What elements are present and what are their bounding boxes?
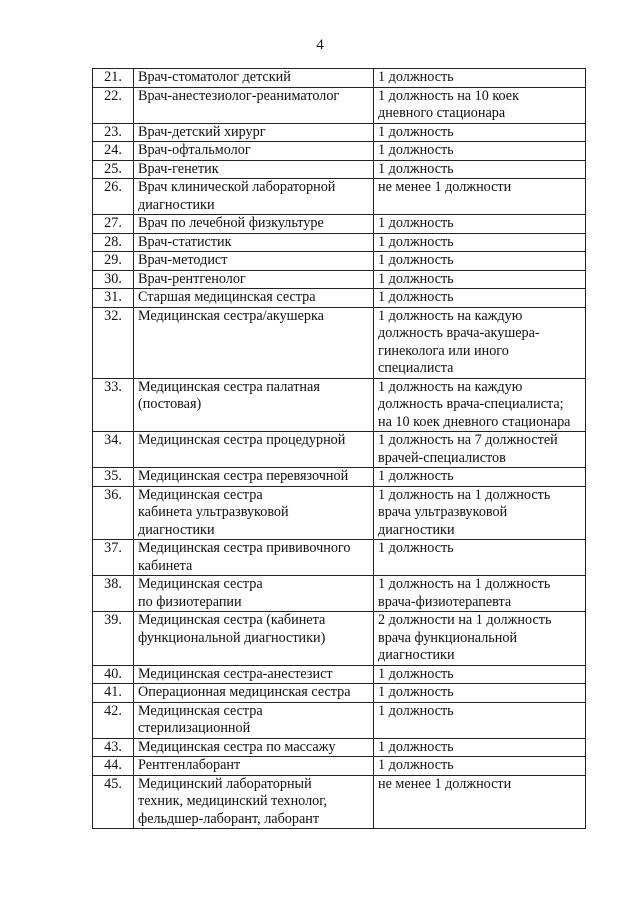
row-number-cell: 45.	[93, 775, 134, 829]
quantity-cell: 1 должность	[374, 215, 586, 234]
table-row	[93, 307, 586, 378]
table-row	[93, 540, 586, 576]
row-number-cell: 28.	[93, 233, 134, 252]
position-cell: Врач-статистик	[134, 233, 374, 252]
row-number-cell: 43.	[93, 738, 134, 757]
quantity-cell: 1 должность на 1 должность врача-физиотерапевта	[374, 576, 586, 612]
quantity-cell: 1 должность	[374, 757, 586, 776]
row-number-cell: 36.	[93, 486, 134, 540]
table-row	[93, 270, 586, 289]
staffing-table-body	[93, 69, 586, 829]
position-cell: Медицинская сестра/акушерка	[134, 307, 374, 378]
staffing-table	[92, 68, 586, 829]
table-row	[93, 252, 586, 271]
position-cell: Медицинская сестра по физиотерапии	[134, 576, 374, 612]
row-number-cell: 39.	[93, 612, 134, 666]
position-cell: Медицинская сестра стерилизационной	[134, 702, 374, 738]
table-row	[93, 160, 586, 179]
quantity-cell: 1 должность на каждую должность врача-специалиста; на 10 коек дневного стационара	[374, 378, 586, 432]
table-row	[93, 757, 586, 776]
quantity-cell: 1 должность на 10 коек дневного стационара	[374, 87, 586, 123]
position-cell: Медицинская сестра-анестезист	[134, 665, 374, 684]
table-row	[93, 612, 586, 666]
quantity-cell: 1 должность	[374, 270, 586, 289]
table-row	[93, 289, 586, 308]
table-row	[93, 432, 586, 468]
position-cell: Медицинская сестра перевязочной	[134, 468, 374, 487]
position-cell: Операционная медицинская сестра	[134, 684, 374, 703]
quantity-cell: 2 должности на 1 должность врача функциональной диагностики	[374, 612, 586, 666]
position-cell: Медицинский лабораторный техник, медицинский технолог, фельдшер-лаборант, лаборант	[134, 775, 374, 829]
row-number-cell: 40.	[93, 665, 134, 684]
quantity-cell: 1 должность	[374, 160, 586, 179]
quantity-cell: 1 должность	[374, 252, 586, 271]
table-row	[93, 576, 586, 612]
position-cell: Медицинская сестра (кабинета функциональной диагностики)	[134, 612, 374, 666]
table-row	[93, 142, 586, 161]
row-number-cell: 25.	[93, 160, 134, 179]
position-cell: Врач клинической лабораторной диагностики	[134, 179, 374, 215]
row-number-cell: 41.	[93, 684, 134, 703]
position-cell: Врач-рентгенолог	[134, 270, 374, 289]
quantity-cell: 1 должность	[374, 468, 586, 487]
position-cell: Врач-детский хирург	[134, 123, 374, 142]
table-row	[93, 684, 586, 703]
row-number-cell: 31.	[93, 289, 134, 308]
table-row	[93, 468, 586, 487]
position-cell: Медицинская сестра по массажу	[134, 738, 374, 757]
position-cell: Старшая медицинская сестра	[134, 289, 374, 308]
position-cell: Врач-генетик	[134, 160, 374, 179]
page-number: 4	[316, 37, 324, 53]
row-number-cell: 29.	[93, 252, 134, 271]
table-row	[93, 179, 586, 215]
position-cell: Врач-методист	[134, 252, 374, 271]
quantity-cell: 1 должность	[374, 665, 586, 684]
table-row	[93, 486, 586, 540]
row-number-cell: 33.	[93, 378, 134, 432]
row-number-cell: 37.	[93, 540, 134, 576]
table-row	[93, 665, 586, 684]
position-cell: Врач по лечебной физкультуре	[134, 215, 374, 234]
position-cell: Рентгенлаборант	[134, 757, 374, 776]
table-row	[93, 87, 586, 123]
quantity-cell: 1 должность	[374, 702, 586, 738]
quantity-cell: 1 должность на каждую должность врача-акушера- гинеколога или иного специалиста	[374, 307, 586, 378]
table-row	[93, 233, 586, 252]
quantity-cell: 1 должность	[374, 289, 586, 308]
table-row	[93, 378, 586, 432]
position-cell: Медицинская сестра прививочного кабинета	[134, 540, 374, 576]
table-row	[93, 702, 586, 738]
row-number-cell: 24.	[93, 142, 134, 161]
position-cell: Врач-стоматолог детский	[134, 69, 374, 88]
quantity-cell: 1 должность	[374, 738, 586, 757]
row-number-cell: 38.	[93, 576, 134, 612]
position-cell: Врач-офтальмолог	[134, 142, 374, 161]
position-cell: Медицинская сестра процедурной	[134, 432, 374, 468]
quantity-cell: 1 должность	[374, 123, 586, 142]
row-number-cell: 42.	[93, 702, 134, 738]
quantity-cell: 1 должность на 1 должность врача ультразвуковой диагностики	[374, 486, 586, 540]
row-number-cell: 21.	[93, 69, 134, 88]
table-row	[93, 215, 586, 234]
position-cell: Врач-анестезиолог-реаниматолог	[134, 87, 374, 123]
row-number-cell: 32.	[93, 307, 134, 378]
row-number-cell: 30.	[93, 270, 134, 289]
quantity-cell: 1 должность	[374, 233, 586, 252]
quantity-cell: 1 должность	[374, 142, 586, 161]
table-row	[93, 69, 586, 88]
table-row	[93, 123, 586, 142]
row-number-cell: 27.	[93, 215, 134, 234]
position-cell: Медицинская сестра кабинета ультразвуковой диагностики	[134, 486, 374, 540]
quantity-cell: 1 должность на 7 должностей врачей-специалистов	[374, 432, 586, 468]
quantity-cell: не менее 1 должности	[374, 179, 586, 215]
row-number-cell: 34.	[93, 432, 134, 468]
quantity-cell: 1 должность	[374, 69, 586, 88]
quantity-cell: 1 должность	[374, 540, 586, 576]
row-number-cell: 23.	[93, 123, 134, 142]
table-row	[93, 775, 586, 829]
table-row	[93, 738, 586, 757]
row-number-cell: 44.	[93, 757, 134, 776]
quantity-cell: 1 должность	[374, 684, 586, 703]
row-number-cell: 22.	[93, 87, 134, 123]
position-cell: Медицинская сестра палатная (постовая)	[134, 378, 374, 432]
quantity-cell: не менее 1 должности	[374, 775, 586, 829]
row-number-cell: 26.	[93, 179, 134, 215]
row-number-cell: 35.	[93, 468, 134, 487]
